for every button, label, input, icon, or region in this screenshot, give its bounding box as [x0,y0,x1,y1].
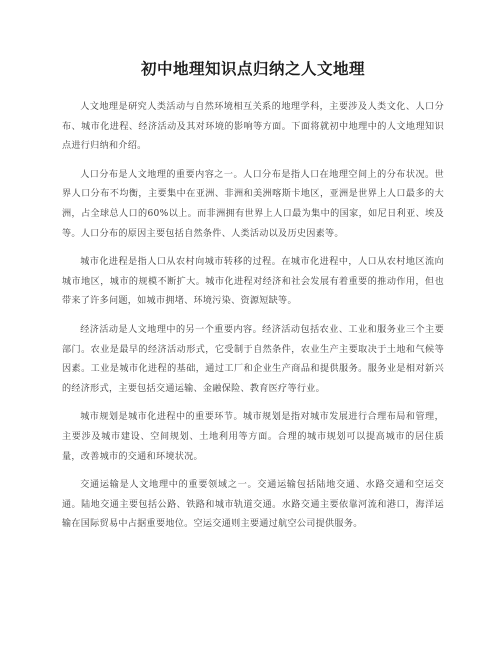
paragraph-urbanization: 城市化进程是指人口从农村向城市转移的过程。在城市化进程中，人口从农村地区流向城市地区，城市的规模不断扩大。城市化进程对经济和社会发展有着重要的推动作用，但也带来了许多问题，如城市拥堵、环境污染、资源短缺等。 [62,257,444,307]
paragraph-intro: 人文地理是研究人类活动与自然环境相互关系的地理学科，主要涉及人类文化、人口分布、城市化进程、经济活动及其对环境的影响等方面。下面将就初中地理中的人文地理知识点进行归纳和介绍。 [62,102,444,152]
paragraph-population: 人口分布是人文地理的重要内容之一。人口分布是指人口在地理空间上的分布状况。世界人口分布不均衡，主要集中在亚洲、非洲和美洲喀斯卡地区，亚洲是世界上人口最多的大洲，占全球总人口的60%以上。而非洲拥有世界上人口最为集中的国家，如尼日利亚、埃及等。人口分布的原因主要包括自然条件、人类活动以及历史因素等。 [62,169,444,239]
paragraph-economy: 经济活动是人文地理中的另一个重要内容。经济活动包括农业、工业和服务业三个主要部门。农业是最早的经济活动形式，它受制于自然条件，农业生产主要取决于土地和气候等因素。工业是城市化进程的基础，通过工厂和企业生产商品和提供服务。服务业是相对新兴的经济形式，主要包括交通运输、金融保险、教育医疗等行业。 [62,324,444,394]
paragraph-urban-planning: 城市规划是城市化进程中的重要环节。城市规划是指对城市发展进行合理布局和管理，主要涉及城市建设、空间规划、土地利用等方面。合理的城市规划可以提高城市的居住质量，改善城市的交通和环境状况。 [62,412,444,462]
document-title: 初中地理知识点归纳之人文地理 [140,60,365,78]
paragraph-transportation: 交通运输是人文地理中的重要领域之一。交通运输包括陆地交通、水路交通和空运交通。陆地交通主要包括公路、铁路和城市轨道交通。水路交通主要依靠河流和港口，海洋运输在国际贸易中占据重要地位。空运交通则主要通过航空公司提供服务。 [62,480,444,530]
